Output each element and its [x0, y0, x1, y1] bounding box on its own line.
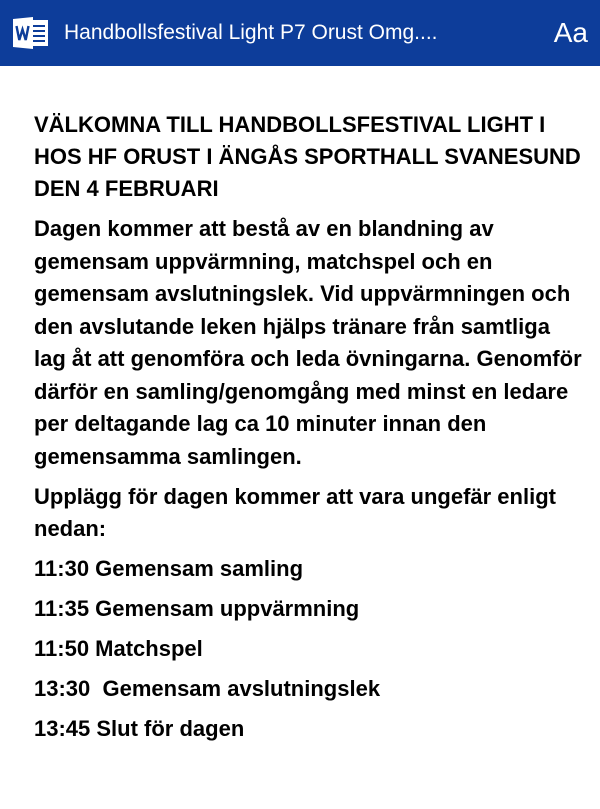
schedule-list — [34, 553, 584, 745]
schedule-item: 13:30 Gemensam avslutningslek — [34, 676, 381, 701]
document-body — [34, 109, 584, 753]
document-heading: VÄLKOMNA TILL HANDBOLLSFESTIVAL LIGHT I HOS HF ORUST I ÄNGÅS SPORTHALL SVANESUND DEN 4 FEBRUARI — [34, 112, 581, 201]
schedule-item: 11:30 Gemensam samling — [34, 556, 304, 581]
schedule-item: 11:35 Gemensam uppvärmning — [34, 596, 360, 621]
app-header-bar — [0, 0, 600, 66]
schedule-item: 11:50 Matchspel — [34, 636, 203, 661]
document-title: Handbollsfestival Light P7 Orust Omg.... — [64, 21, 438, 44]
schedule-item: 13:45 Slut för dagen — [34, 716, 245, 741]
word-icon — [13, 17, 49, 49]
text-size-button[interactable]: Aa — [553, 17, 588, 48]
schedule-intro-paragraph: Upplägg för dagen kommer att vara ungefär enligt nedan: — [34, 484, 556, 541]
intro-paragraph: Dagen kommer att bestå av en blandning av gemensam uppvärmning, matchspel och en gemensam avslutningslek. Vid uppvärmningen och den avslutande leken hjälps tränare från samtliga lag åt att genomföra och leda övningarna. Genomför därför en samling/genomgång med minst en ledare per deltagande lag ca 10 minuter innan den gemensamma samlingen. — [34, 216, 582, 469]
